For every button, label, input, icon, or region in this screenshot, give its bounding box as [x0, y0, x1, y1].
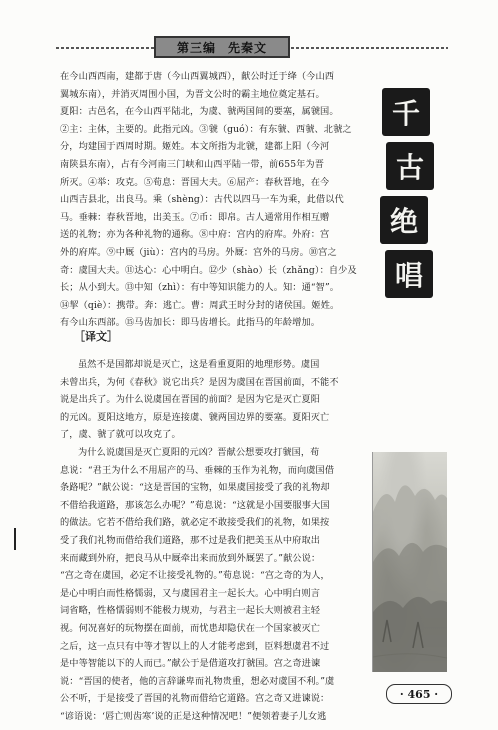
side-title-char: 千	[382, 88, 430, 136]
side-title-char: 唱	[385, 250, 433, 298]
translation-line: 视。何况喜好的玩物摆在面前，而忧患却隐伏在一个国家被灭亡	[60, 622, 321, 634]
translation-line: 为什么说虞国是灭亡夏阳的元凶？晋献公想要攻打虢国，荀	[78, 446, 320, 458]
translation-line: 词省略，性格懦弱则不能极力规劝，与君主一起长大则被君主轻	[60, 605, 321, 617]
translation-text-upper	[60, 356, 364, 532]
translation-line: 说是出兵了。为什么说虞国在晋国的前面？是因为它是灭亡夏阳	[60, 394, 321, 406]
notes-line: 马。垂棘：春秋晋地，出美玉。⑦币：即帛。古人通常用作相互赠	[60, 211, 330, 223]
notes-line: 外的府库。⑨中厩（jiù）：宫内的马房。外厩：宫外的马房。⑩宫之	[60, 246, 337, 258]
translation-line: “谚语说：‘唇亡则齿寒’说的正是这种情况吧！”便领着妻子儿女逃	[60, 710, 327, 722]
translation-line: 说：“晋国的使者，他的言辞谦卑而礼物贵重，想必对虞国不利。”虞	[60, 675, 335, 687]
header-title: 先秦文	[228, 40, 268, 55]
notes-line: 翼城东南），并消灭周围小国，为晋文公时的霸主地位奠定基石。	[60, 88, 325, 100]
translation-line: 条路呢？”献公说：“这是晋国的宝物，如果虞国接受了我的礼物却	[60, 482, 330, 494]
translation-line: 之后，这一点只有中等才智以上的人才能考虑到，臣料想虞君不过	[60, 640, 330, 652]
running-header	[56, 36, 448, 60]
notes-line: 分，均建国于西周时期。姬姓。本文所指为北虢，建都上阳（今河	[60, 141, 330, 153]
notes-line: 长；从小到大。⑬中知（zhì）：有中等知识能力的人。知：通“智”。	[60, 282, 340, 294]
landscape-painting-art	[373, 452, 447, 672]
translation-line: 不借给我道路，那该怎么办呢？”荀息说：“这就是小国要服事大国	[60, 499, 330, 511]
notes-line: 夏阳：古邑名，在今山西平陆北，为虞、虢两国间的要塞，属虢国。	[60, 106, 339, 118]
notes-line: 在今山西西南，建都于唐（今山西翼城西），献公时迁于绛（今山西	[60, 71, 335, 82]
landscape-painting	[372, 452, 447, 672]
notes-line: 有今山东西部。⑮马齿加长：即马齿增长。此指马的年龄增加。	[60, 317, 321, 329]
translation-line: 未曾出兵，为何《春秋》说它出兵？是因为虞国在晋国前面，不能不	[60, 376, 339, 388]
translation-line: 受了我们礼物而借给我们道路，那不过是我们把美玉从中府取出	[60, 535, 321, 546]
margin-mark	[14, 528, 16, 550]
notes-line: 山西吉县北，出良马。乘（shèng）：古代以四马一车为乘，此借以代	[60, 194, 344, 206]
notes-line: 送的礼物；亦为各种礼物的通称。⑧中府：宫内的府库。外府：宫	[60, 229, 330, 241]
section-heading-translation: ［译文］	[74, 330, 118, 343]
header-label-box	[154, 36, 290, 58]
page-number: · 465 ·	[386, 684, 452, 704]
notes-line: ②主：主体，主要的。此指元凶。③虢（guó）：有东虢、西虢、北虢之	[60, 123, 352, 135]
translation-line: “宫之奇在虞国，必定不让接受礼物的。”荀息说：“宫之奇的为人，	[60, 570, 330, 582]
translation-line: 的做法。它若不借给我们路，就必定不敢接受我们的礼物，如果按	[60, 517, 330, 529]
side-title-char: 绝	[380, 196, 428, 244]
side-title-blocks	[382, 88, 430, 298]
translation-line: 虽然不是国都却说是灭亡，这是看重夏阳的地理形势。虞国	[78, 359, 320, 370]
translation-line: 来而藏到外府，把良马从中厩牵出来而放到外厩罢了。”献公说：	[60, 552, 321, 564]
notes-line: 奇：虞国大夫。⑪达心：心中明白。⑫少（shào）长（zhǎng）：自少及	[60, 264, 357, 276]
notes-line: ⑭挈（qiè）：携带。奔：逃亡。曹：周武王时分封的诸侯国。姬姓。	[60, 299, 340, 311]
translation-text-lower	[60, 532, 360, 726]
translation-line: 公不听，于是接受了晋国的礼物而借给它道路。宫之奇又进谏说：	[60, 693, 330, 705]
translation-line: 的元凶。夏阳这地方，原是连接虞、虢两国边界的要塞。夏阳灭亡	[60, 411, 330, 423]
notes-line: 所灭。④举：攻克。⑤荀息：晋国大夫。⑥屈产：春秋晋地，在今	[60, 176, 330, 188]
translation-line: 是中等智能以下的人而已。”献公于是借道攻打虢国。宫之奇进谏	[60, 658, 321, 670]
annotation-notes	[60, 68, 360, 332]
translation-line: 是心中明白而性格懦弱，又与虞国君主一起长大。心中明白则言	[60, 587, 321, 599]
translation-line: 了，虞、虢了就可以攻克了。	[60, 429, 181, 441]
header-part: 第三编	[176, 40, 216, 55]
notes-line: 南陕县东南），占有今河南三门峡和山西平陆一带，前655年为晋	[60, 158, 324, 170]
side-title-char: 古	[386, 142, 434, 190]
translation-line: 息说：“君王为什么不用屈产的马、垂棘的玉作为礼物，而向虞国借	[60, 464, 335, 476]
